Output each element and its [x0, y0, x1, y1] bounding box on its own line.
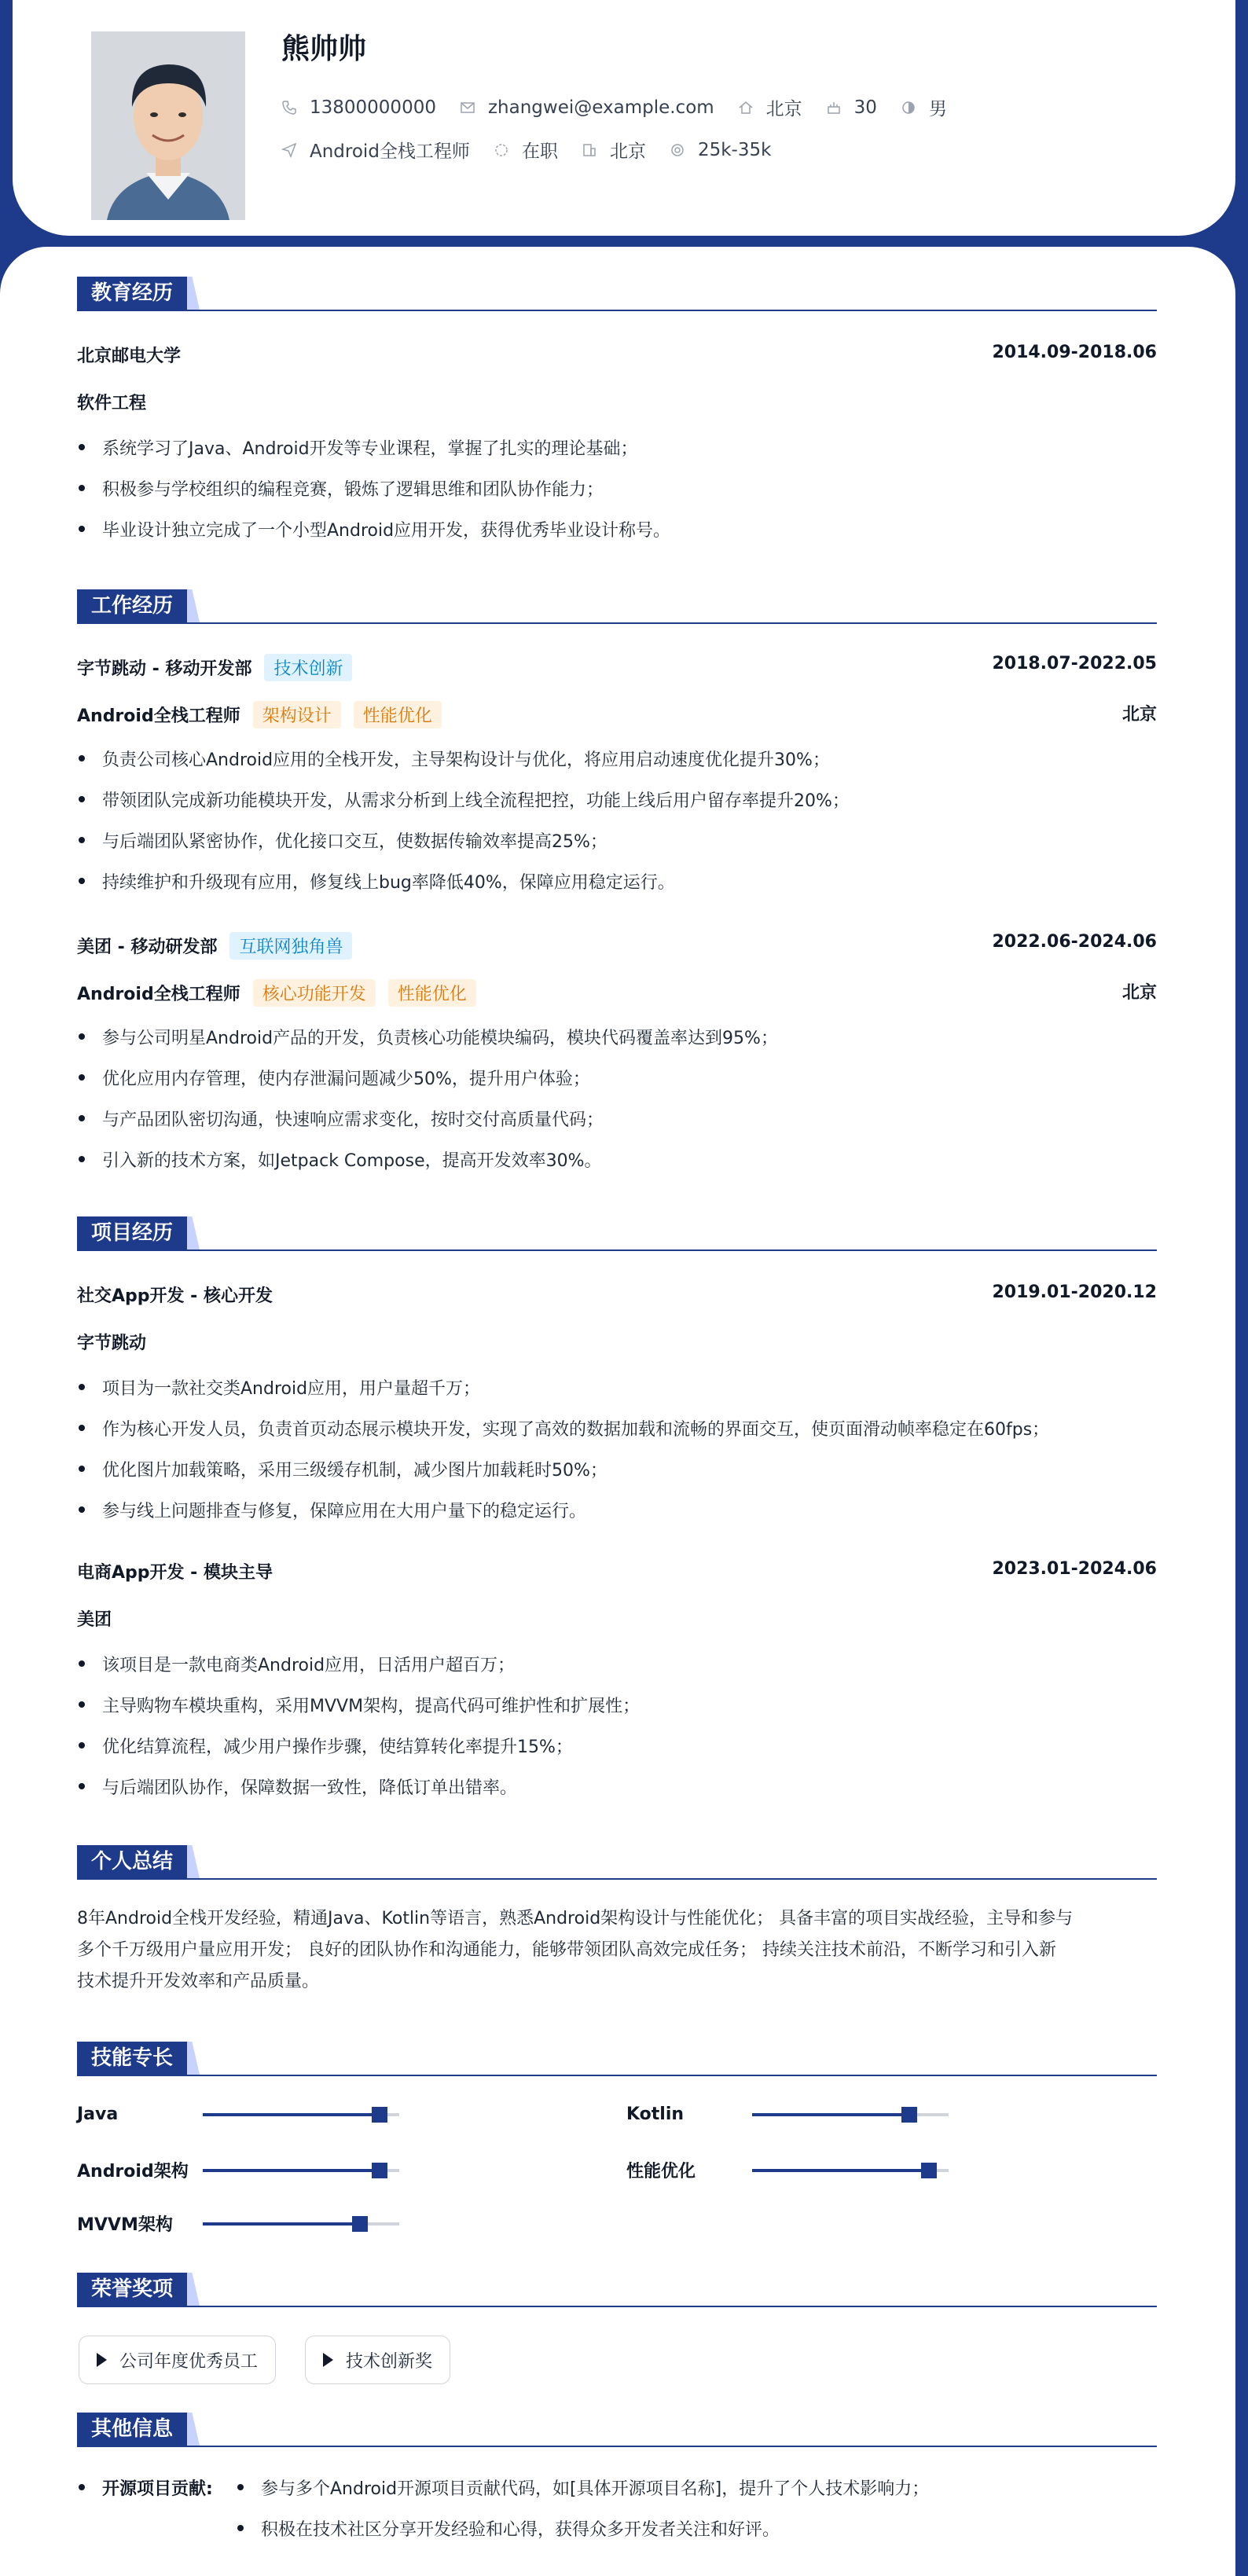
- age-text: 30: [853, 97, 877, 118]
- location-text: 北京: [765, 99, 802, 119]
- section-divider: [77, 1878, 1157, 1880]
- list-item: 优化图片加载策略，采用三级缓存机制，减少图片加载耗时50%；: [102, 1457, 607, 1481]
- mail-icon: [460, 100, 475, 116]
- skill-knob: [921, 2163, 937, 2178]
- section-education: [77, 277, 1157, 311]
- work-city: 北京: [1121, 705, 1157, 725]
- list-item: 参与公司明星Android产品的开发，负责核心功能模块编码，模块代码覆盖率达到95%；: [102, 1025, 778, 1049]
- section-divider: [77, 2306, 1157, 2307]
- summary-line: 技术提升开发效率和产品质量。: [77, 1972, 320, 1991]
- skill-name: MVVM架构: [77, 2215, 173, 2235]
- candidate-name: 熊帅帅: [281, 33, 367, 65]
- section-title: 个人总结: [77, 1845, 187, 1878]
- resume-body: [0, 247, 1235, 2576]
- role-tag: 性能优化: [388, 979, 476, 1007]
- skill-android-architecture: [77, 2158, 399, 2182]
- section-title: 工作经历: [77, 589, 187, 622]
- section-divider: [77, 310, 1157, 311]
- phone-icon: [281, 100, 297, 116]
- profile-header: [13, 0, 1235, 236]
- list-item: 该项目是一款电商类Android应用，日活用户超百万；: [102, 1652, 515, 1676]
- list-item: 与后端团队协作，保障数据一致性，降低订单出错率。: [102, 1774, 517, 1799]
- play-icon: [323, 2353, 333, 2367]
- list-item: 积极在技术社区分享开发经验和心得，获得众多开发者关注和好评。: [261, 2516, 780, 2541]
- skill-name: 性能优化: [626, 2162, 696, 2182]
- home-icon: [738, 100, 754, 116]
- gender-icon: [901, 100, 916, 116]
- list-item: 与后端团队紧密协作，优化接口交互，使数据传输效率提高25%；: [102, 828, 607, 853]
- skill-bar: [203, 2169, 399, 2172]
- project-date: 2023.01-2024.06: [992, 1559, 1157, 1579]
- section-divider: [77, 2446, 1157, 2447]
- list-item: 系统学习了Java、Android开发等专业课程，掌握了扎实的理论基础；: [102, 435, 638, 460]
- section-work: [77, 589, 1157, 624]
- skill-knob: [901, 2107, 917, 2123]
- section-divider: [77, 1249, 1157, 1251]
- play-icon: [97, 2353, 107, 2367]
- list-item: 项目为一款社交类Android应用，用户量超千万；: [102, 1375, 480, 1400]
- coin-icon: [670, 142, 685, 158]
- list-item: 引入新的技术方案，如Jetpack Compose，提高开发效率30%。: [102, 1147, 602, 1172]
- email-text: zhangwei@example.com: [487, 97, 714, 118]
- section-summary: [77, 1845, 1157, 1880]
- list-item: 参与多个Android开源项目贡献代码，如[具体开源项目名称]，提升了个人技术影响力；: [261, 2475, 929, 2500]
- list-item: 主导购物车模块重构，采用MVVM架构，提高代码可维护性和扩展性；: [102, 1693, 640, 1717]
- company-name: 美团 - 移动研发部: [77, 938, 218, 957]
- summary-line: 8年Android全栈开发经验，精通Java、Kotlin等语言，熟悉Android架构设计与性能优化； 具备丰富的项目实战经验，主导和参与: [77, 1909, 1074, 1928]
- skill-name: Android架构: [77, 2162, 189, 2182]
- role-tag: 架构设计: [253, 701, 341, 728]
- salary-text: 25k-35k: [697, 139, 772, 160]
- skill-fill: [752, 2113, 909, 2116]
- skill-bar: [203, 2222, 399, 2226]
- list-item: 负责公司核心Android应用的全栈开发，主导架构设计与优化，将应用启动速度优化提升30%；: [102, 747, 830, 771]
- skill-java: [77, 2104, 399, 2124]
- role-title: Android全栈工程师: [77, 985, 240, 1004]
- award-label: 公司年度优秀员工: [119, 2351, 259, 2372]
- gender-text: 男: [928, 99, 947, 119]
- project-title: 电商App开发 - 模块主导: [77, 1563, 273, 1583]
- other-label: 开源项目贡献:: [102, 2475, 213, 2500]
- avatar: [91, 31, 245, 220]
- list-item: 带领团队完成新功能模块开发，从需求分析到上线全流程把控，功能上线后用户留存率提升20%；: [102, 787, 850, 812]
- award-chip: [79, 2336, 276, 2384]
- school-name: 北京邮电大学: [77, 347, 182, 366]
- section-title: 教育经历: [77, 277, 187, 310]
- cake-icon: [826, 100, 842, 116]
- list-item: 与产品团队密切沟通，快速响应需求变化，按时交付高质量代码；: [102, 1106, 604, 1131]
- section-projects: [77, 1216, 1157, 1251]
- skill-fill: [752, 2169, 929, 2172]
- list-item: 积极参与学校组织的编程竞赛，锻炼了逻辑思维和团队协作能力；: [102, 476, 604, 501]
- project-date: 2019.01-2020.12: [992, 1282, 1157, 1302]
- section-title: 项目经历: [77, 1216, 187, 1249]
- skill-name: Kotlin: [626, 2104, 685, 2124]
- section-awards: [77, 2273, 1157, 2307]
- job-intent-row: [281, 137, 795, 163]
- summary-line: 多个千万级用户量应用开发； 良好的团队协作和沟通能力，能够带领团队高效完成任务； 持续关注技术前沿，不断学习和引入新: [77, 1940, 1056, 1960]
- company-tag: 技术创新: [264, 654, 352, 681]
- skill-performance: [626, 2158, 949, 2182]
- status-text: 在职: [521, 141, 558, 162]
- target-city-text: 北京: [609, 141, 646, 162]
- award-chip: [305, 2336, 450, 2384]
- work-date: 2022.06-2024.06: [992, 932, 1157, 952]
- building-icon: [582, 142, 597, 158]
- list-item: 参与线上问题排查与修复，保障应用在大用户量下的稳定运行。: [102, 1498, 586, 1522]
- summary-text: [77, 1903, 1157, 1998]
- work-date: 2018.07-2022.05: [992, 654, 1157, 673]
- list-item: 持续维护和升级现有应用，修复线上bug率降低40%，保障应用稳定运行。: [102, 869, 675, 894]
- project-company: 美团: [77, 1610, 112, 1630]
- work-city: 北京: [1121, 983, 1157, 1003]
- role-tag: 性能优化: [354, 701, 442, 728]
- education-date: 2014.09-2018.06: [992, 343, 1157, 362]
- company-tag: 互联网独角兽: [229, 932, 352, 960]
- role-tag: 核心功能开发: [253, 979, 376, 1007]
- section-other: [77, 2413, 1157, 2447]
- project-company: 字节跳动: [77, 1334, 147, 1353]
- list-item: 优化应用内存管理，使内存泄漏问题减少50%，提升用户体验；: [102, 1066, 590, 1090]
- skill-name: Java: [77, 2104, 119, 2124]
- section-divider: [77, 622, 1157, 624]
- skill-knob: [352, 2216, 368, 2232]
- skill-bar: [203, 2113, 399, 2116]
- project-title: 社交App开发 - 核心开发: [77, 1286, 273, 1306]
- skill-bar: [752, 2169, 949, 2172]
- skill-kotlin: [626, 2104, 949, 2124]
- company-name: 字节跳动 - 移动开发部: [77, 659, 252, 679]
- section-title: 其他信息: [77, 2413, 187, 2446]
- skill-bar: [752, 2113, 949, 2116]
- list-item: 作为核心开发人员，负责首页动态展示模块开发，实现了高效的数据加载和流畅的界面交互，使页面滑动帧率稳定在60fps；: [102, 1416, 1049, 1440]
- major: 软件工程: [77, 394, 147, 413]
- award-label: 技术创新奖: [346, 2351, 433, 2372]
- phone-text: 13800000000: [310, 97, 436, 118]
- section-skills: [77, 2042, 1157, 2076]
- role-title: Android全栈工程师: [77, 706, 240, 726]
- section-title: 技能专长: [77, 2042, 187, 2075]
- section-divider: [77, 2075, 1157, 2076]
- skill-mvvm: [77, 2211, 399, 2236]
- loading-icon: [494, 142, 509, 158]
- send-icon: [281, 142, 297, 158]
- section-title: 荣誉奖项: [77, 2273, 187, 2306]
- list-item: 优化结算流程，减少用户操作步骤，使结算转化率提升15%；: [102, 1734, 573, 1758]
- skill-fill: [203, 2113, 380, 2116]
- position-text: Android全栈工程师: [310, 141, 470, 162]
- contact-row: [281, 94, 971, 120]
- list-item: 毕业设计独立完成了一个小型Android应用开发，获得优秀毕业设计称号。: [102, 517, 670, 541]
- skill-knob: [372, 2107, 387, 2123]
- skill-fill: [203, 2169, 380, 2172]
- skill-knob: [372, 2163, 387, 2178]
- skill-fill: [203, 2222, 360, 2226]
